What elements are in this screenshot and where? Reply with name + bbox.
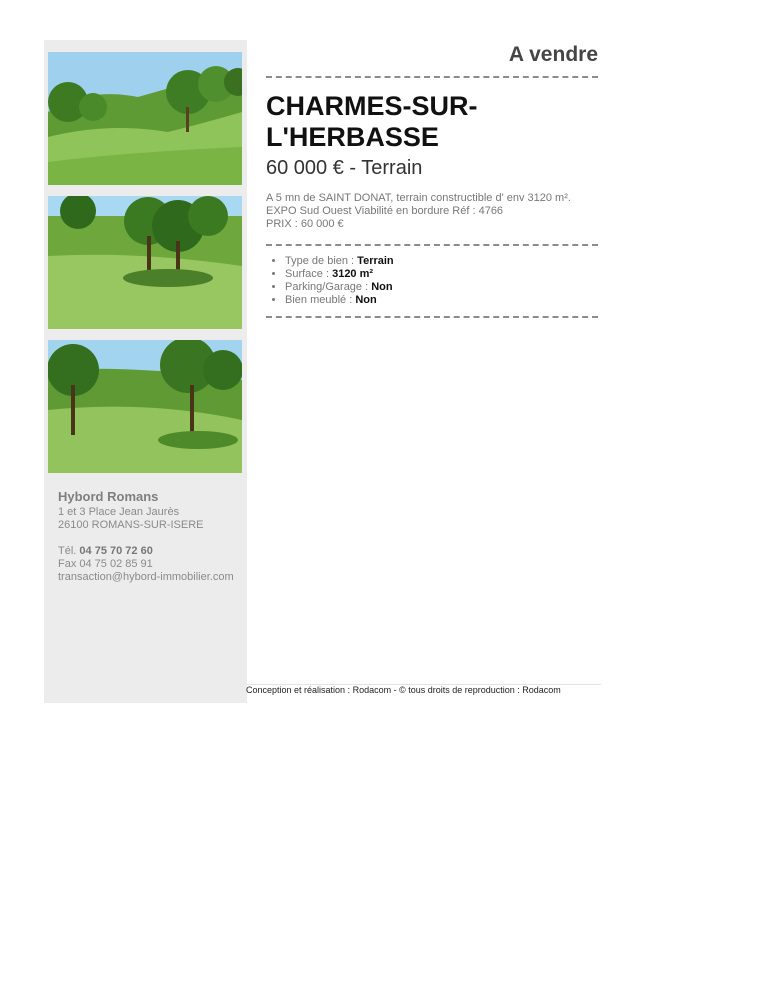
feature-item bbox=[285, 294, 598, 307]
property-photo-1[interactable] bbox=[48, 52, 242, 185]
feature-label: Parking/Garage : bbox=[285, 281, 372, 293]
title-line-2: L'HERBASSE bbox=[266, 122, 439, 152]
agency-email[interactable]: transaction@hybord-immobilier.com bbox=[58, 571, 234, 583]
agency-fax: Fax 04 75 02 85 91 bbox=[58, 558, 153, 570]
phone-label: Tél. bbox=[58, 545, 80, 557]
agency-address-line1: 1 et 3 Place Jean Jaurès bbox=[58, 506, 180, 518]
listing-price: 60 000 € - Terrain bbox=[266, 157, 423, 179]
meadow-photo-2 bbox=[48, 196, 242, 329]
description-line: EXPO Sud Ouest Viabilité en bordure Réf : 4766 bbox=[266, 205, 504, 217]
agency-address-line2: 26100 ROMANS-SUR-ISERE bbox=[58, 519, 204, 531]
agency-phone-line bbox=[58, 545, 248, 558]
feature-value: Terrain bbox=[357, 255, 394, 267]
title-line-1: CHARMES-SUR- bbox=[266, 91, 478, 121]
meadow-photo-1 bbox=[48, 52, 242, 185]
feature-item bbox=[285, 255, 598, 268]
feature-label: Surface : bbox=[285, 268, 333, 280]
feature-item bbox=[285, 281, 598, 294]
divider bbox=[266, 244, 598, 246]
agency-contact bbox=[58, 490, 248, 584]
property-photo-2[interactable] bbox=[48, 196, 242, 329]
meadow-photo-3 bbox=[48, 340, 242, 473]
footer-credit: Conception et réalisation : Rodacom - © tous droits de reproduction : Rodacom bbox=[246, 685, 561, 695]
feature-label: Type de bien : bbox=[285, 255, 358, 267]
feature-value: Non bbox=[355, 294, 377, 306]
agency-phone[interactable]: 04 75 70 72 60 bbox=[79, 545, 153, 557]
listing-status: A vendre bbox=[508, 43, 598, 66]
feature-list bbox=[266, 255, 598, 307]
listing-description bbox=[266, 192, 598, 231]
feature-label: Bien meublé : bbox=[285, 294, 356, 306]
description-line: A 5 mn de SAINT DONAT, terrain constructible d' env 3120 m². bbox=[266, 192, 571, 204]
feature-value: 3120 m² bbox=[332, 268, 374, 280]
listing-details bbox=[266, 40, 598, 318]
agency-name: Hybord Romans bbox=[58, 489, 159, 504]
divider bbox=[266, 316, 598, 318]
feature-value: Non bbox=[371, 281, 393, 293]
divider bbox=[266, 76, 598, 78]
description-line: PRIX : 60 000 € bbox=[266, 218, 344, 230]
property-photo-3[interactable] bbox=[48, 340, 242, 473]
listing-title bbox=[266, 91, 598, 153]
feature-item bbox=[285, 268, 598, 281]
